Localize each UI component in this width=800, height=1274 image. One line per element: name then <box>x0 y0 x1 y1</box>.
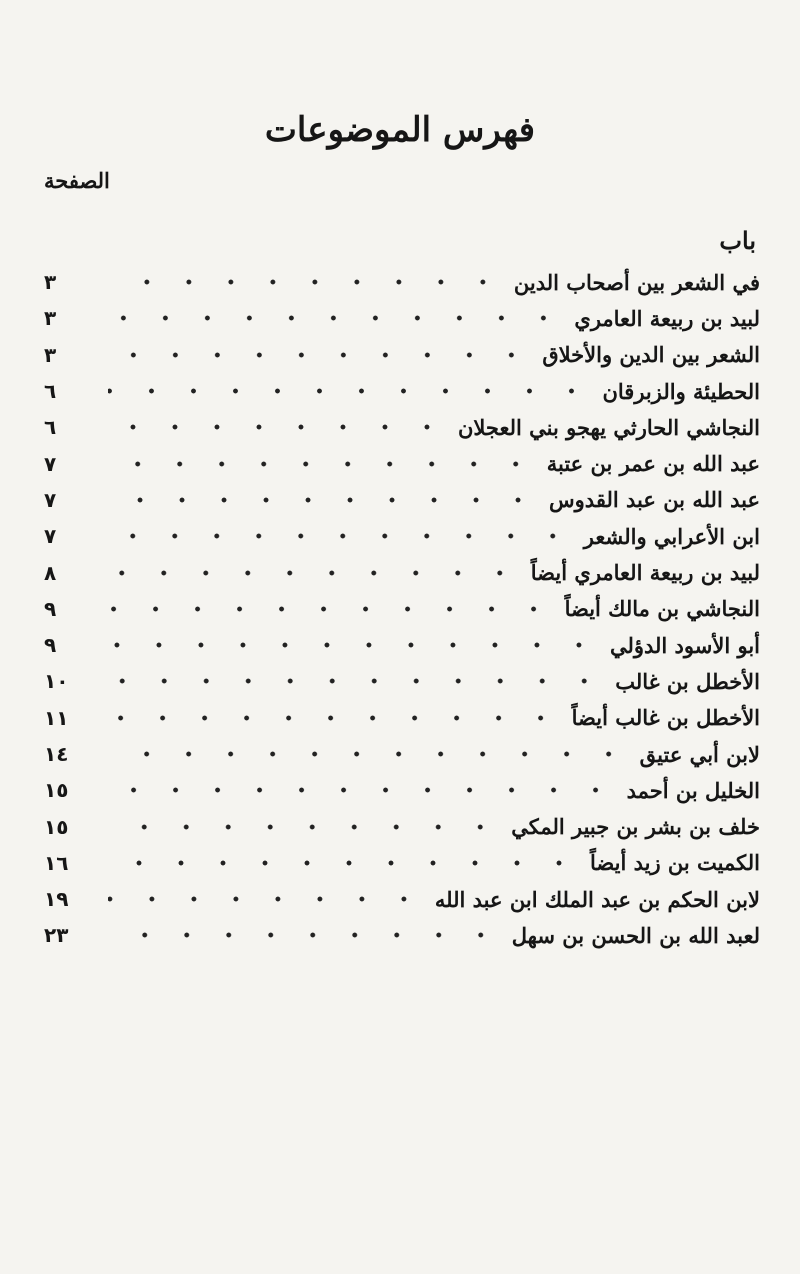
entry-title: لبيد بن ربيعة العامري <box>574 305 760 331</box>
dot-leader <box>108 714 562 722</box>
entry-title: أبو الأسود الدؤلي <box>609 632 760 658</box>
entry-title: الأخطل بن غالب أيضاً <box>571 705 760 731</box>
dot-leader <box>108 895 425 903</box>
dot-leader <box>108 387 592 395</box>
page-title: فهرس الموضوعات <box>264 110 536 150</box>
page-number: ١٥ <box>44 814 69 839</box>
page-number: ٦ <box>44 415 57 440</box>
entry-title: في الشعر بين أصحاب الدين <box>513 269 760 295</box>
toc-entry <box>44 300 760 336</box>
dot-leader <box>108 931 502 939</box>
toc-entry <box>44 845 760 881</box>
page-number: ١٦ <box>44 850 69 875</box>
dot-leader <box>108 605 555 613</box>
toc-entry <box>44 445 760 481</box>
page-number: ٢٣ <box>44 923 69 948</box>
page-number: ٣ <box>44 306 57 331</box>
page-number: ٧ <box>44 487 57 512</box>
toc-entry <box>44 881 760 917</box>
entry-title: خلف بن بشر بن جبير المكي <box>511 814 760 840</box>
toc-entry <box>44 518 760 554</box>
toc-entry <box>44 627 760 663</box>
dot-leader <box>108 859 580 867</box>
dot-leader <box>108 823 501 831</box>
toc-entry <box>44 663 760 699</box>
page-number: ٦ <box>44 379 57 404</box>
dot-leader <box>108 532 574 540</box>
dot-leader <box>108 677 605 685</box>
entry-title: عبد الله بن عمر بن عتبة <box>546 451 760 477</box>
dot-leader <box>108 423 448 431</box>
page-number: ٧ <box>44 451 57 476</box>
toc-entry <box>44 264 760 300</box>
toc-entry <box>44 917 760 953</box>
dot-leader <box>108 786 617 794</box>
dot-leader <box>108 314 564 322</box>
entry-title: النجاشي بن مالك أيضاً <box>564 596 760 622</box>
dot-leader <box>108 750 630 758</box>
entry-title: النجاشي الحارثي يهجو بني العجلان <box>457 414 760 440</box>
toc-entry <box>44 736 760 772</box>
entry-title: لابن الحكم بن عبد الملك ابن عبد الله <box>434 886 760 912</box>
toc-entry <box>44 808 760 844</box>
page-number: ١٤ <box>44 742 69 766</box>
dot-leader <box>108 641 600 649</box>
dot-leader <box>108 351 532 359</box>
toc-entry <box>44 409 760 445</box>
toc-entry <box>44 337 760 373</box>
entry-title: الكميت بن زيد أيضاً <box>590 850 760 876</box>
section-label: باب <box>719 226 756 255</box>
entry-title: لبيد بن ربيعة العامري أيضاً <box>530 560 760 586</box>
table-of-contents <box>44 264 760 954</box>
toc-entry <box>44 373 760 409</box>
page-number: ١٠ <box>44 669 69 694</box>
page-number: ٣ <box>44 342 57 367</box>
entry-title: لعبد الله بن الحسن بن سهل <box>511 922 760 948</box>
page-number: ٩ <box>44 596 57 621</box>
page-number: ٩ <box>44 633 57 658</box>
page-number: ١١ <box>44 705 69 730</box>
dot-leader <box>108 569 521 577</box>
entry-title: الأخطل بن غالب <box>615 668 760 694</box>
dot-leader <box>108 496 539 504</box>
entry-title: لابن أبي عتيق <box>639 741 760 767</box>
toc-entry <box>44 482 760 518</box>
dot-leader <box>108 278 504 286</box>
entry-title: ابن الأعرابي والشعر <box>583 523 760 549</box>
toc-entry <box>44 591 760 627</box>
page-number: ٧ <box>44 524 57 549</box>
page-column-header: الصفحة <box>44 168 110 193</box>
entry-title: عبد الله بن عبد القدوس <box>549 487 760 513</box>
toc-entry <box>44 700 760 736</box>
page-number: ١٥ <box>44 778 69 803</box>
page-number: ١٩ <box>44 887 69 912</box>
toc-entry <box>44 772 760 808</box>
toc-entry <box>44 554 760 590</box>
page-number: ٨ <box>44 560 57 585</box>
entry-title: الشعر بين الدين والأخلاق <box>542 342 760 368</box>
entry-title: الحطيئة والزبرقان <box>602 378 760 404</box>
page-number: ٣ <box>44 270 57 295</box>
dot-leader <box>108 460 537 468</box>
entry-title: الخليل بن أحمد <box>626 777 760 803</box>
